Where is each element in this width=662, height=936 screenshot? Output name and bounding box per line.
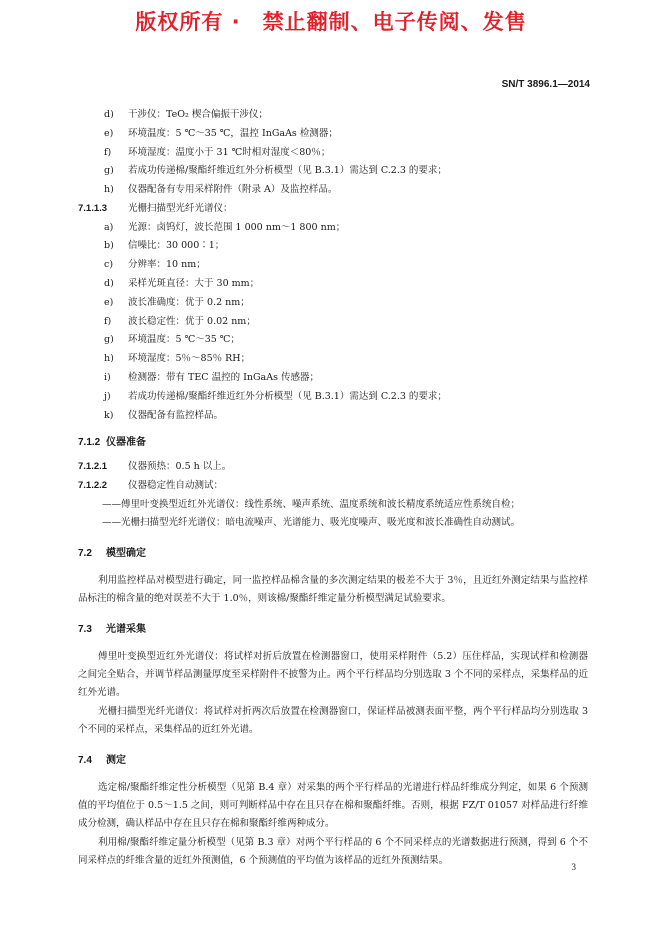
watermark-banner: 版权所有 · 禁止翻制、电子传阅、发售	[135, 10, 527, 34]
paragraph-ftnir-acquisition: 傅里叶变换型近红外光谱仪：将试样对折后放置在检测器窗口，使用采样附件（5.2）压住样品，实现试样和检测器之间完全贴合，并调节样品测量厚度至采样附件不披警为止。两个平行样品均分别选取 3 个不同的采样点，采集样品的近红外光谱。	[78, 650, 588, 699]
clause-7-1-2-2: 7.1.2.2 仪器稳定性自动测试：	[78, 479, 224, 491]
list-item: k) 仪器配备有监控样品。	[104, 409, 224, 421]
section-heading-7-2: 7.2 模型确定	[78, 547, 146, 559]
paragraph-qualitative-determination: 选定棉/聚酯纤维定性分析模型（见第 B.4 章）对采集的两个平行样品的光谱进行样品纤维成分判定，如果 6 个预测值的平均值位于 0.5～1.5 之间，则可判断样品中存在且只存在棉和聚酯纤维。否则，根据 FZ/T 01057 对样品进行纤维成分检测，确认样品中存在且只存在棉和聚酯纤维两种成分。	[78, 781, 588, 830]
section-heading-7-1-2: 7.1.2 仪器准备	[78, 437, 146, 449]
list-item: g) 环境温度：5 ℃～35 ℃；	[104, 334, 240, 346]
list-item: j) 若成功传递棉/聚酯纤维近红外分析模型（见 B.3.1）需达到 C.2.3 的要求；	[104, 390, 447, 402]
paragraph-quantitative-determination: 利用棉/聚酯纤维定量分析模型（见第 B.3 章）对两个平行样品的 6 个不同采样点的光谱数据进行预测，得到 6 个不同采样点的纤维含量的近红外预测值，6 个预测值的平均值为该样品的近红外预测结果。	[78, 836, 588, 867]
document-body	[78, 106, 588, 871]
equipment-list-grating	[78, 219, 588, 426]
list-item: h) 环境湿度：5％～85％ RH；	[104, 353, 251, 365]
standard-code: SN/T 3896.1—2014	[501, 79, 590, 90]
list-item: d) 采样光斑直径：大于 30 mm；	[104, 277, 260, 289]
list-item: f) 波长稳定性：优于 0.02 nm；	[104, 315, 256, 327]
dash-item-ftnir: ——傅里叶变换型近红外光谱仪：线性系统、噪声系统、温度系统和波长精度系统适应性系统自检；	[102, 498, 521, 510]
dash-item-grating: ——光栅扫描型光纤光谱仪：暗电流噪声、光谱能力、吸光度噪声、吸光度和波长准确性自动测试。	[102, 517, 521, 529]
list-item: a) 光源：卤钨灯，波长范围 1 000 nm～1 800 nm；	[104, 221, 346, 233]
list-item: d) 干涉仪：TeO₂ 楔合偏振干涉仪；	[104, 109, 268, 120]
page-number: 3	[571, 862, 576, 872]
paragraph-grating-acquisition: 光栅扫描型光纤光谱仪：将试样对折两次后放置在检测器窗口，保证样品被测表面平整，两个平行样品均分别选取 3 个不同的采样点，采集样品的近红外光谱。	[78, 705, 588, 736]
section-heading-7-3: 7.3 光谱采集	[78, 623, 146, 635]
list-item: h) 仪器配备有专用采样附件（附录 A）及监控样品。	[104, 184, 338, 196]
list-item: i) 检测器：带有 TEC 温控的 InGaAs 传感器；	[104, 371, 319, 383]
list-item: e) 环境温度：5 ℃～35 ℃，温控 InGaAs 检测器；	[104, 127, 338, 139]
list-item: e) 波长准确度：优于 0.2 nm；	[104, 296, 250, 308]
section-heading-7-4: 7.4 测定	[78, 754, 126, 766]
paragraph-model-confirmation: 利用监控样品对模型进行确定，同一监控样品棉含量的多次测定结果的极差不大于 3％，且近红外测定结果与监控样品标注的棉含量的绝对误差不大于 1.0％，则该棉/聚酯纤维定量分析模型满足试验要求。	[78, 574, 588, 605]
equipment-list-ftnir	[78, 106, 588, 200]
clause-7-1-2-1: 7.1.2.1 仪器预热：0.5 h 以上。	[78, 461, 232, 473]
list-item: g) 若成功传递棉/聚酯纤维近红外分析模型（见 B.3.1）需达到 C.2.3 的要求；	[104, 165, 447, 177]
list-item: c) 分辨率：10 nm；	[104, 259, 206, 271]
clause-7-1-1-3: 7.1.1.3 光栅扫描型光纤光谱仪：	[78, 202, 233, 214]
list-item: f) 环境湿度：温度小于 31 ℃时相对湿度＜80％；	[104, 146, 331, 158]
list-item: b) 信噪比：30 000∶1；	[104, 240, 225, 252]
